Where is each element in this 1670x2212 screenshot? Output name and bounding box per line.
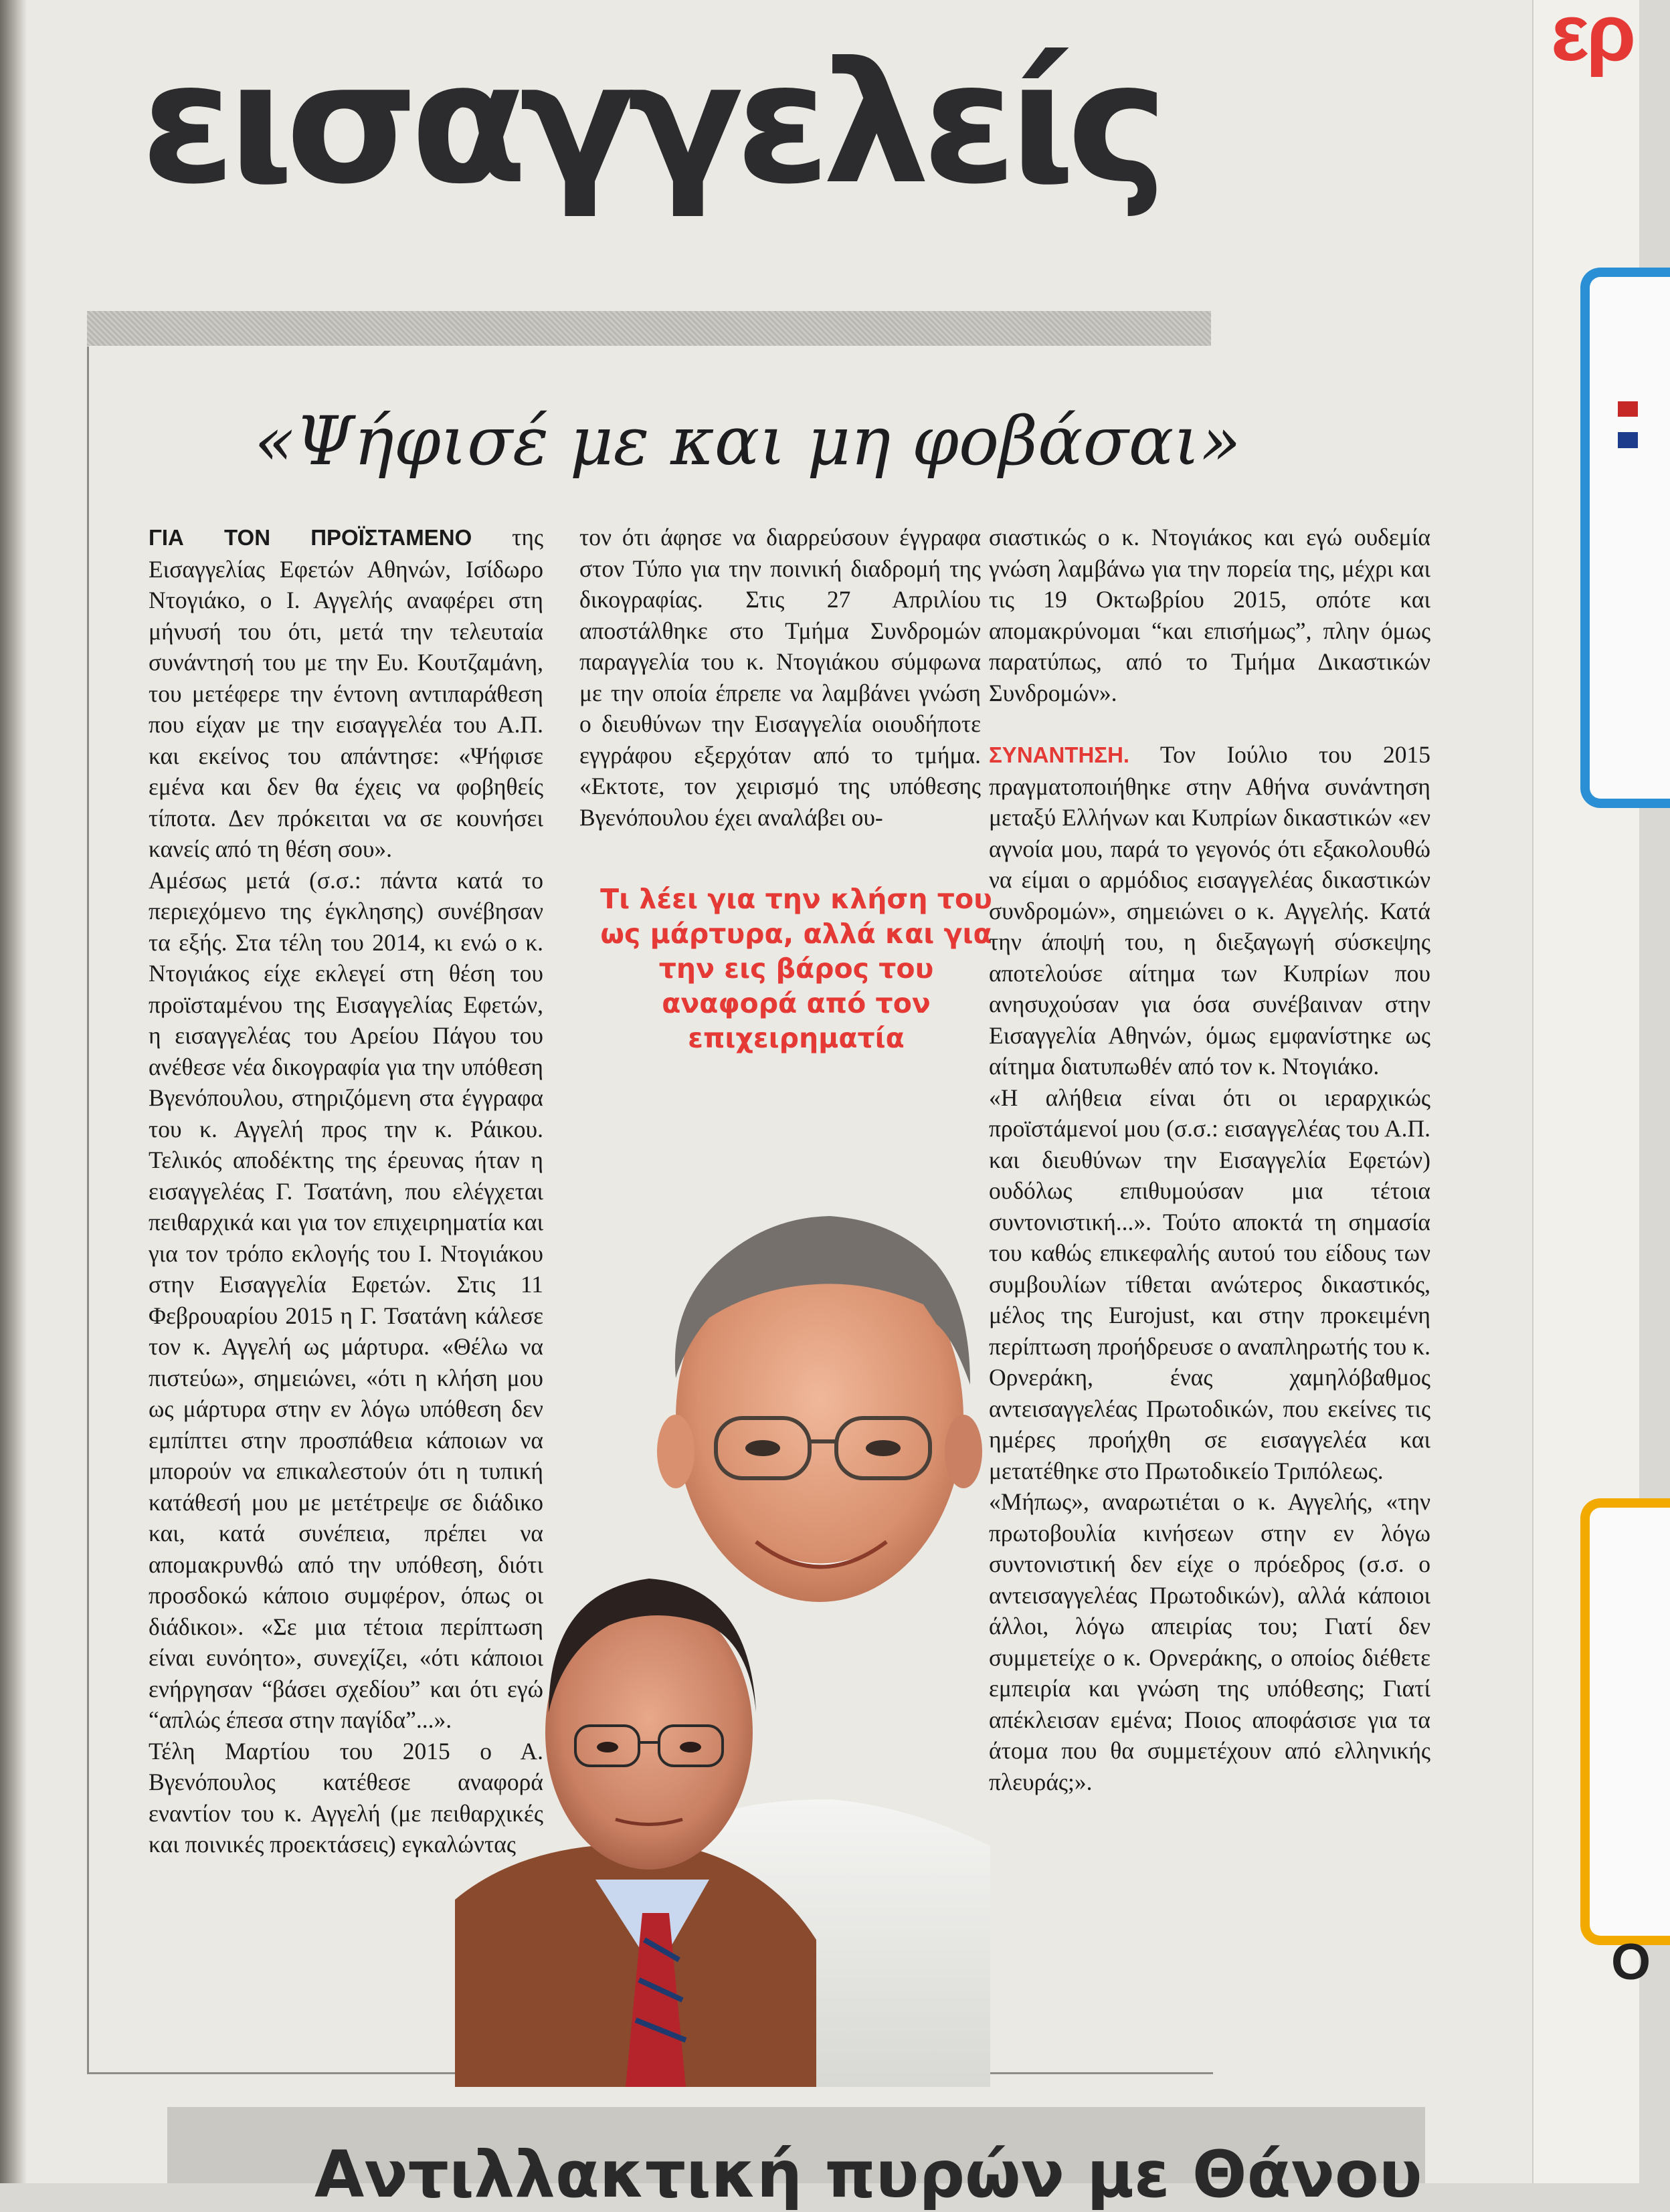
column-2-paragraph-1: τον ότι άφησε να διαρρεύσουν έγγραφα στον Τύπο για την ποινική διαδρομή της δικογραφίας. Στις 27 Απριλίου αποστάλθηκε στο Τμήμα Συνδρομών παραγγελία του κ. Ντογιάκου σύμφωνα με την οποία έπρεπε να λαμβάνει γνώση ο διευθύνων την Εισαγγελία οιουδήποτε εγγράφου εξερχόταν από το τμήμα. «Εκτοτε, τον χειρισμό της υπόθεσης Βγενόπουλου έχει αναλάβει ου- — [579, 524, 981, 831]
page-fold-shadow — [0, 0, 27, 2183]
article-photo — [455, 1137, 990, 2087]
column-1-paragraph-3: Τέλη Μαρτίου του 2015 ο Α. Βγενόπουλος κατέθεσε αναφορά εναντίον του κ. Αγγελή (με πειθαρχικές και ποινικές προεκτάσεις) εγκαλώντας — [149, 1737, 543, 1857]
column-1-paragraph-2: Αμέσως μετά (σ.σ.: πάντα κατά το περιεχόμενο της έγκλησης) συνέβησαν τα εξής. Στα τέλη του 2014, κι ενώ ο κ. Ντογιάκος είχε εκλεγεί στη θέση του προϊσταμένου της Εισαγγελίας Εφετών, η εισαγγελέας του Αρείου Πάγου του ανέθεσε νέα δικογραφία για την υπόθεση Βγενόπουλου, στηριζόμενη στα έγγραφα του κ. Αγγελή προς την κ. Ράικου. Τελικός αποδέκτης της έρευνας ήταν η εισαγγελέας Γ. Τσατάνη, που ελέγχεται πειθαρχικά και για τον επιχειρηματία και για τον τρόπο εκλογής του Ι. Ντογιάκου στην Εισαγγελία Εφετών. Στις 11 Φεβρουαρίου 2015 η Γ. Τσατάνη κάλεσε τον κ. Αγγελή ως μάρτυρα. «Θέλω να πιστεύω», σημειώνει, «ότι η κλήση μου ως μάρτυρα στην εν λόγω υπόθεση δεν εμπίπτει στην προσπάθεια κάποιων να μπορούν να επικαλεστούν ότι η τυπική κατάθεσή μου με μετέτρεψε σε διάδικο και, κατά συνέπεια, πρέπει να απομακρυνθώ από την υπόθεση, διότι προσδοκώ κάποιο συμφέρον, όπως οι διάδικοι». «Σε μια τέτοια περίπτωση είναι ευνόητο», συνεχίζει, «ότι κάποιοι ενήργησαν “βάσει σχεδίου” και ότι εγώ “απλώς έπεσα στην παγίδα”...». — [149, 866, 543, 1733]
column-3-paragraph-2 — [989, 739, 1430, 1082]
adjacent-page-heading-fragment: ερ — [1551, 0, 1634, 78]
paragraph-text: της Εισαγγελίας Εφετών Αθηνών, Ισίδωρο Ντογιάκο, ο Ι. Αγγελής αναφέρει στη μήνυσή του ότι, μετά την τελευταία συνάντησή του με την Ευ. Κουτζαμάνη, του μετέφερε την έντονη αντιπαράθεση που είχαν με την εισαγγελέα του Α.Π. και εκείνος του απάντησε: «Ψήφισε εμένα και δεν θα έχεις να φοβηθείς τίποτα. Δεν πρόκειται να σε κουνήσει κανείς από τη θέση σου». — [149, 524, 544, 862]
lead-in: ΓΙΑ ΤΟΝ ΠΡΟΪΣΤΑΜΕΝΟ — [149, 525, 472, 550]
section-title: εισαγγελείς — [141, 26, 1160, 221]
article-column-2 — [579, 522, 981, 833]
article-column-3 — [989, 522, 1430, 1797]
section-divider-bar — [87, 311, 1211, 346]
flag-icon — [1618, 401, 1638, 448]
column-3-paragraph-4: «Μήπως», αναρωτιέται ο κ. Αγγελής, «την πρωτοβουλία κινήσεων στην εν λόγω συντονιστική δεν είχε ο πρόεδρος (σ.σ. ο αντεισαγγελέας Πρωτοδικών), αλλά κάποιοι άλλοι, λόγω απειρίας του; Γιατί δεν συμμετείχε ο κ. Ορνεράκης, ο οποίος διέθετε εμπειρία και γνώση της υπόθεσης; Γιατί απέκλεισαν εμένα; Ποιος αποφάσισε για τα άτομα που θα συμμετέχουν από ελληνικής πλευράς;». — [989, 1488, 1430, 1795]
column-1-paragraph-1 — [149, 522, 543, 865]
adjacent-page-blue-box — [1580, 268, 1670, 808]
pull-quote: Τι λέει για την κλήση του ως μάρτυρα, αλλά και για την εις βάρος του αναφορά από τον επιχειρηματία — [600, 883, 992, 1054]
paragraph-text: Τον Ιούλιο του 2015 πραγματοποιήθηκε στην Αθήνα συνάντηση μεταξύ Ελλήνων και Κυπρίων δικαστικών «εν αγνοία μου, παρά το γεγονός ότι εξακολουθώ να είμαι ο αρμόδιος εισαγγελέας δικαστικών συνδρομών», σημειώνει ο κ. Αγγελής. Κατά την άποψή του, η διεξαγωγή σύσκεψης αποτελούσε αίτημα των Κυπρίων που ανησυχούσαν για όσα συνέβαιναν στην Εισαγγελία Αθηνών, όμως εμφανίστηκε ως αίτημα διατυπωθέν από τον κ. Ντογιάκο. — [989, 741, 1430, 1080]
adjacent-page-letter: Ο — [1611, 1934, 1651, 1991]
adjacent-page-yellow-box — [1580, 1498, 1670, 1945]
column-3-paragraph-3: «Η αλήθεια είναι ότι οι ιεραρχικώς προϊστάμενοί μου (σ.σ.: εισαγγελέας του Α.Π. και διευθύνων την Εισαγγελία Εφετών) ουδόλως επιθυμούσαν μια τέτοια συντονιστική...». Τούτο αποκτά τη σημασία του καθώς επικεφαλής αυτού του είδους των συμβουλίων τίθεται ανώτερος δικαστικός, μέλος της Eurojust, και στην προκειμένη περίπτωση προήδρευσε ο αναπληρωτής του κ. Ορνεράκη, ένας χαμηλόβαθμος αντεισαγγελέας Πρωτοδικών, που εκείνες τις ημέρες προήχθη σε εισαγγελέα και μετατέθηκε στο Πρωτοδικείο Τριπόλεως. — [989, 1084, 1430, 1484]
column-3-paragraph-1: σιαστικώς ο κ. Ντογιάκος και εγώ ουδεμία γνώση λαμβάνω για την πορεία της, μέχρι και τις 19 Οκτωβρίου 2015, οπότε και απομακρύνομαι “και επισήμως”, πλην όμως παρατύπως, από το Τμήμα Δικαστικών Συνδρομών». — [989, 524, 1430, 706]
article-headline: «Ψήφισέ με και μη φοβάσαι» — [254, 402, 1241, 480]
subheading-lead-in: ΣΥΝΑΝΤΗΣΗ. — [989, 742, 1130, 767]
two-men-portrait-image — [455, 1137, 990, 2087]
next-article-headline: Αντιλλακτική πυρών με Θάνου — [314, 2137, 1422, 2212]
